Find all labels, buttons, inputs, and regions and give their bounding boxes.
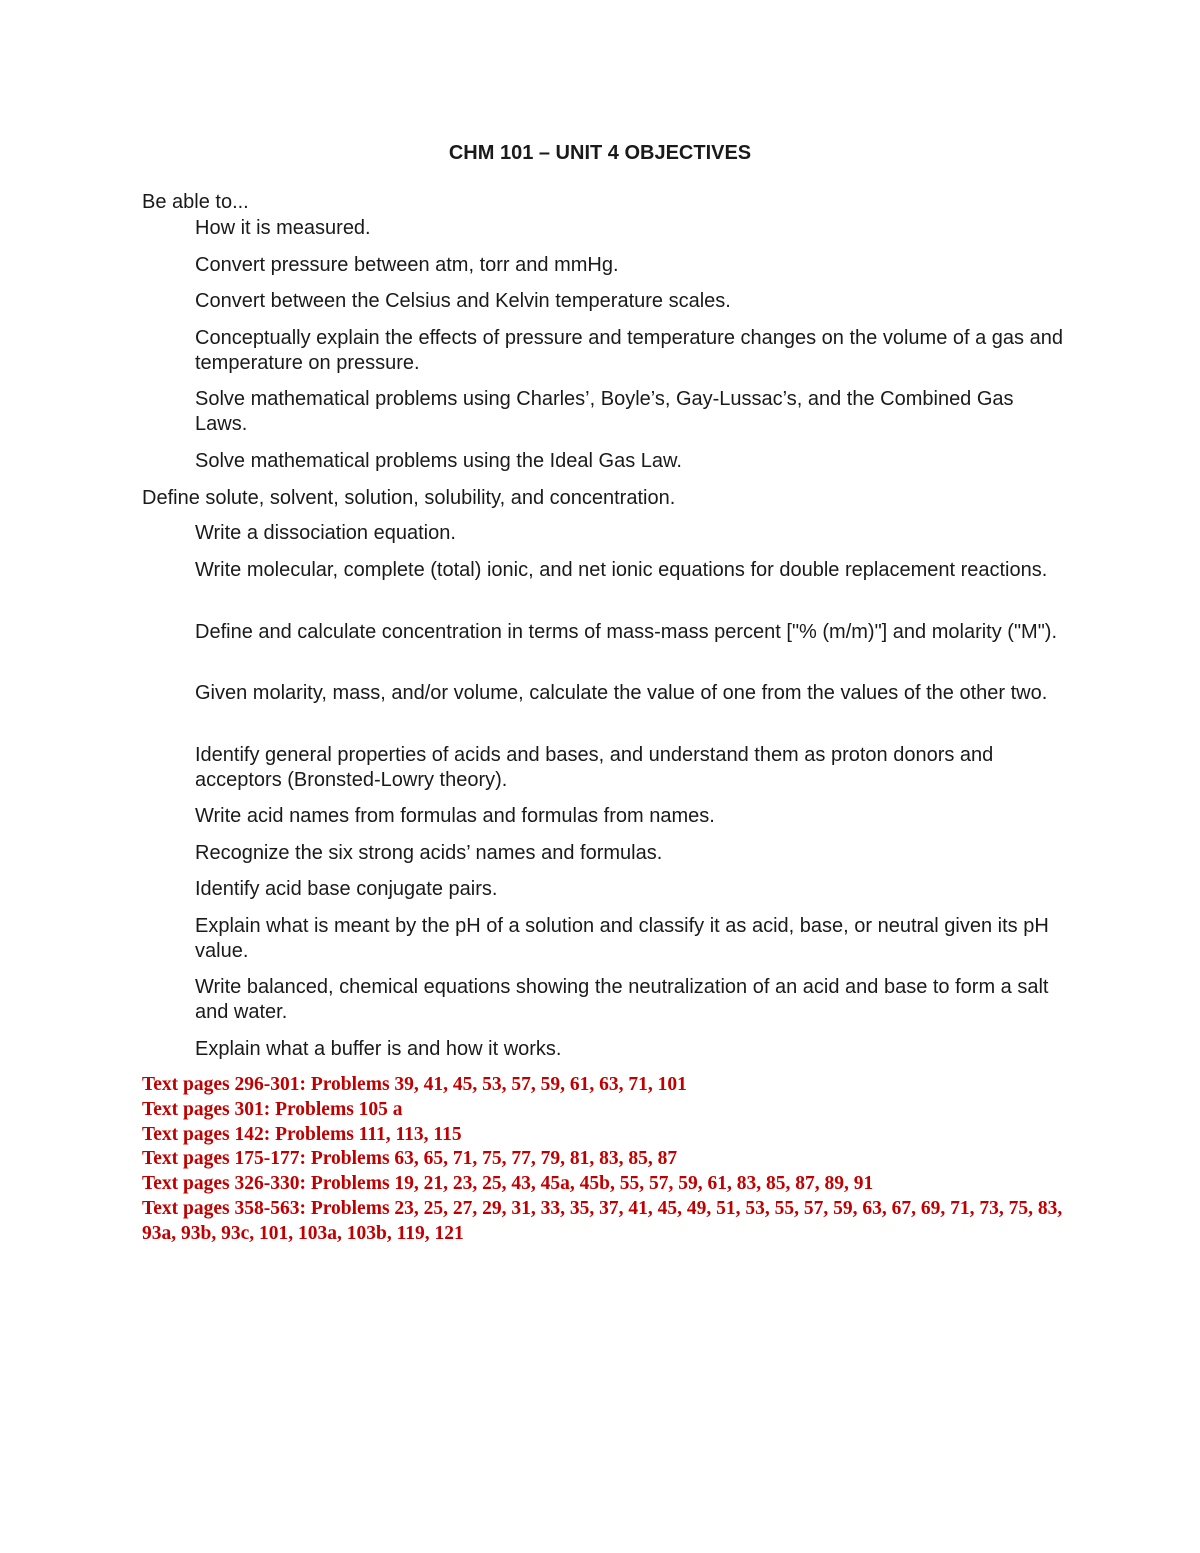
objective-item: Write molecular, complete (total) ionic, and net ionic equations for double replacement reactions. — [195, 559, 1048, 581]
objective-item: Solve mathematical problems using the Ideal Gas Law. — [195, 450, 682, 472]
objective-item: Recognize the six strong acids’ names and formulas. — [195, 842, 663, 864]
objective-item: Identify general properties of acids and bases, and understand them as proton donors and acceptors (Bronsted-Lowry theory). — [195, 744, 994, 791]
problem-reference-line: Text pages 296-301: Problems 39, 41, 45, 53, 57, 59, 61, 63, 71, 101 — [142, 1074, 687, 1095]
objective-item: Define solute, solvent, solution, solubility, and concentration. — [142, 487, 676, 509]
problem-reference-line: Text pages 175-177: Problems 63, 65, 71, 75, 77, 79, 81, 83, 85, 87 — [142, 1148, 678, 1170]
problem-reference-line: Text pages 358-563: Problems 23, 25, 27, 29, 31, 33, 35, 37, 41, 45, 49, 51, 53, 55, 57, 59, 63, 67, 69, 71, 73, 75, 83, 93a, 93b, 93c, 101, 103a, 103b, 119, 121 — [142, 1197, 1063, 1244]
objective-item: Convert between the Celsius and Kelvin temperature scales. — [195, 290, 731, 312]
problem-references — [142, 1073, 1072, 1247]
objective-item: Explain what a buffer is and how it works. — [195, 1038, 562, 1060]
problem-reference-line: Text pages 326-330: Problems 19, 21, 23, 25, 43, 45a, 45b, 55, 57, 59, 61, 83, 85, 87, 89, 91 — [142, 1173, 874, 1195]
objective-item: How it is measured. — [195, 217, 371, 239]
objective-item: Write a dissociation equation. — [195, 522, 456, 544]
objective-item: Write balanced, chemical equations showing the neutralization of an acid and base to form a salt and water. — [195, 976, 1049, 1023]
lead-text: Be able to... — [142, 191, 249, 213]
problem-reference-line: Text pages 301: Problems 105 a — [142, 1098, 403, 1120]
objective-item: Given molarity, mass, and/or volume, calculate the value of one from the values of the other two. — [195, 682, 1048, 704]
page-title: CHM 101 – UNIT 4 OBJECTIVES — [448, 142, 752, 164]
problem-reference-line: Text pages 142: Problems 111, 113, 115 — [142, 1123, 462, 1145]
objective-item: Conceptually explain the effects of pressure and temperature changes on the volume of a gas and temperature on pressure. — [195, 327, 1063, 374]
objective-item: Convert pressure between atm, torr and mmHg. — [195, 254, 619, 276]
objective-item: Explain what is meant by the pH of a solution and classify it as acid, base, or neutral given its pH value. — [195, 915, 1049, 962]
objective-item: Write acid names from formulas and formulas from names. — [195, 805, 715, 827]
objective-item: Solve mathematical problems using Charles’, Boyle’s, Gay-Lussac’s, and the Combined Gas Laws. — [195, 388, 1014, 435]
objective-item: Define and calculate concentration in terms of mass-mass percent ["% (m/m)"] and molarity ("M"). — [195, 621, 1058, 643]
objective-item: Identify acid base conjugate pairs. — [195, 878, 498, 900]
